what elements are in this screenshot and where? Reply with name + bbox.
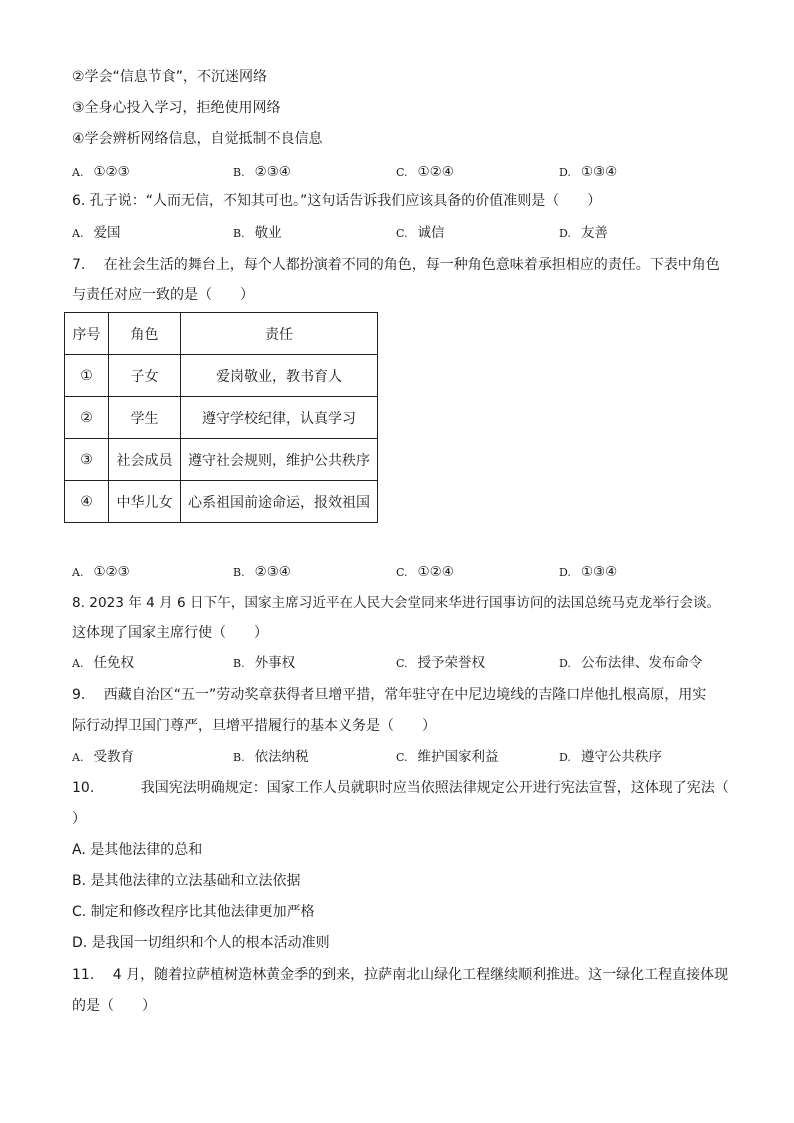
q5-statement-3: ③全身心投入学习，拒绝使用网络: [72, 100, 281, 116]
q7-option-c[interactable]: C. ①②④: [396, 564, 454, 580]
q7-options: [72, 562, 732, 582]
q7-option-a[interactable]: A. ①②③: [72, 564, 130, 580]
q8-option-b[interactable]: B. 外事权: [233, 655, 296, 671]
q9-option-b[interactable]: B. 依法纳税: [233, 749, 309, 765]
table-row: [65, 397, 378, 439]
q10-option-a[interactable]: A. 是其他法律的总和: [72, 842, 203, 858]
q10-option-d[interactable]: D. 是我国一切组织和个人的根本活动准则: [72, 935, 330, 951]
q10-option-b[interactable]: B. 是其他法律的立法基础和立法依据: [72, 873, 301, 889]
table-cell: ②: [65, 397, 109, 439]
table-header-cell: 序号: [65, 313, 109, 355]
q6-option-b[interactable]: B. 敬业: [233, 225, 282, 241]
q6-stem: 6. 孔子说：“人而无信，不知其可也。”这句话告诉我们应该具备的价值准则是（ ）: [72, 193, 602, 209]
q8-option-d[interactable]: D. 公布法律、发布命令: [559, 655, 703, 671]
q6-options: [72, 223, 732, 243]
q5-option-a[interactable]: A. ①②③: [72, 164, 130, 180]
q7-stem-line-2: 与责任对应一致的是（ ）: [72, 287, 254, 303]
table-row: [65, 439, 378, 481]
table-header-cell: 角色: [109, 313, 181, 355]
q8-options: [72, 653, 732, 673]
table-cell: 子女: [109, 355, 181, 397]
table-row: [65, 481, 378, 523]
q7-role-table: [64, 312, 378, 523]
q8-stem-line-1: 8. 2023 年 4 月 6 日下午，国家主席习近平在人民大会堂同来华进行国事访问的法国总统马克龙举行会谈。: [72, 595, 721, 611]
q7-option-d[interactable]: D. ①③④: [559, 564, 618, 580]
q6-option-a[interactable]: A. 爱国: [72, 225, 121, 241]
q9-option-a[interactable]: A. 受教育: [72, 749, 134, 765]
q10-stem-line-1: 10. 我国宪法明确规定：国家工作人员就职时应当依照法律规定公开进行宪法宣誓，这体现了宪法（: [72, 780, 729, 796]
table-cell: ①: [65, 355, 109, 397]
q5-statement-2: ②学会“信息节食”，不沉迷网络: [72, 69, 268, 85]
table-header-cell: 责任: [181, 313, 378, 355]
table-header-row: [65, 313, 378, 355]
q5-option-d[interactable]: D. ①③④: [559, 164, 618, 180]
q11-stem-line-1: 11. 4 月，随着拉萨植树造林黄金季的到来，拉萨南北山绿化工程继续顺利推进。这一绿化工程直接体现: [72, 967, 729, 983]
table-cell: 社会成员: [109, 439, 181, 481]
table-cell: 学生: [109, 397, 181, 439]
table-cell: ④: [65, 481, 109, 523]
table-cell: 爱岗敬业，教书育人: [181, 355, 378, 397]
q9-option-c[interactable]: C. 维护国家利益: [396, 749, 499, 765]
table-cell: 遵守社会规则，维护公共秩序: [181, 439, 378, 481]
q5-option-b[interactable]: B. ②③④: [233, 164, 291, 180]
q5-option-c[interactable]: C. ①②④: [396, 164, 454, 180]
q11-stem-line-2: 的是（ ）: [72, 998, 156, 1014]
q8-option-c[interactable]: C. 授予荣誉权: [396, 655, 486, 671]
q5-options: [72, 162, 732, 182]
q8-option-a[interactable]: A. 任免权: [72, 655, 134, 671]
q7-option-b[interactable]: B. ②③④: [233, 564, 291, 580]
q9-option-d[interactable]: D. 遵守公共秩序: [559, 749, 662, 765]
q10-option-c[interactable]: C. 制定和修改程序比其他法律更加严格: [72, 904, 315, 920]
q9-options: [72, 747, 732, 767]
q6-option-d[interactable]: D. 友善: [559, 225, 608, 241]
q6-option-c[interactable]: C. 诚信: [396, 225, 445, 241]
q9-stem-line-2: 际行动捍卫国门尊严，旦增平措履行的基本义务是（ ）: [72, 718, 436, 734]
table-row: [65, 355, 378, 397]
q10-stem-line-2: ）: [72, 811, 86, 827]
q8-stem-line-2: 这体现了国家主席行使（ ）: [72, 625, 268, 641]
table-cell: ③: [65, 439, 109, 481]
table-cell: 心系祖国前途命运，报效祖国: [181, 481, 378, 523]
table-cell: 遵守学校纪律，认真学习: [181, 397, 378, 439]
q9-stem-line-1: 9. 西藏自治区“五一”劳动奖章获得者旦增平措，常年驻守在中尼边境线的吉隆口岸他扎根高原，用实: [72, 687, 707, 703]
q5-statement-4: ④学会辨析网络信息，自觉抵制不良信息: [72, 131, 323, 147]
q7-stem-line-1: 7. 在社会生活的舞台上，每个人都扮演着不同的角色，每一种角色意味着承担相应的责任。下表中角色: [72, 257, 720, 273]
table-cell: 中华儿女: [109, 481, 181, 523]
